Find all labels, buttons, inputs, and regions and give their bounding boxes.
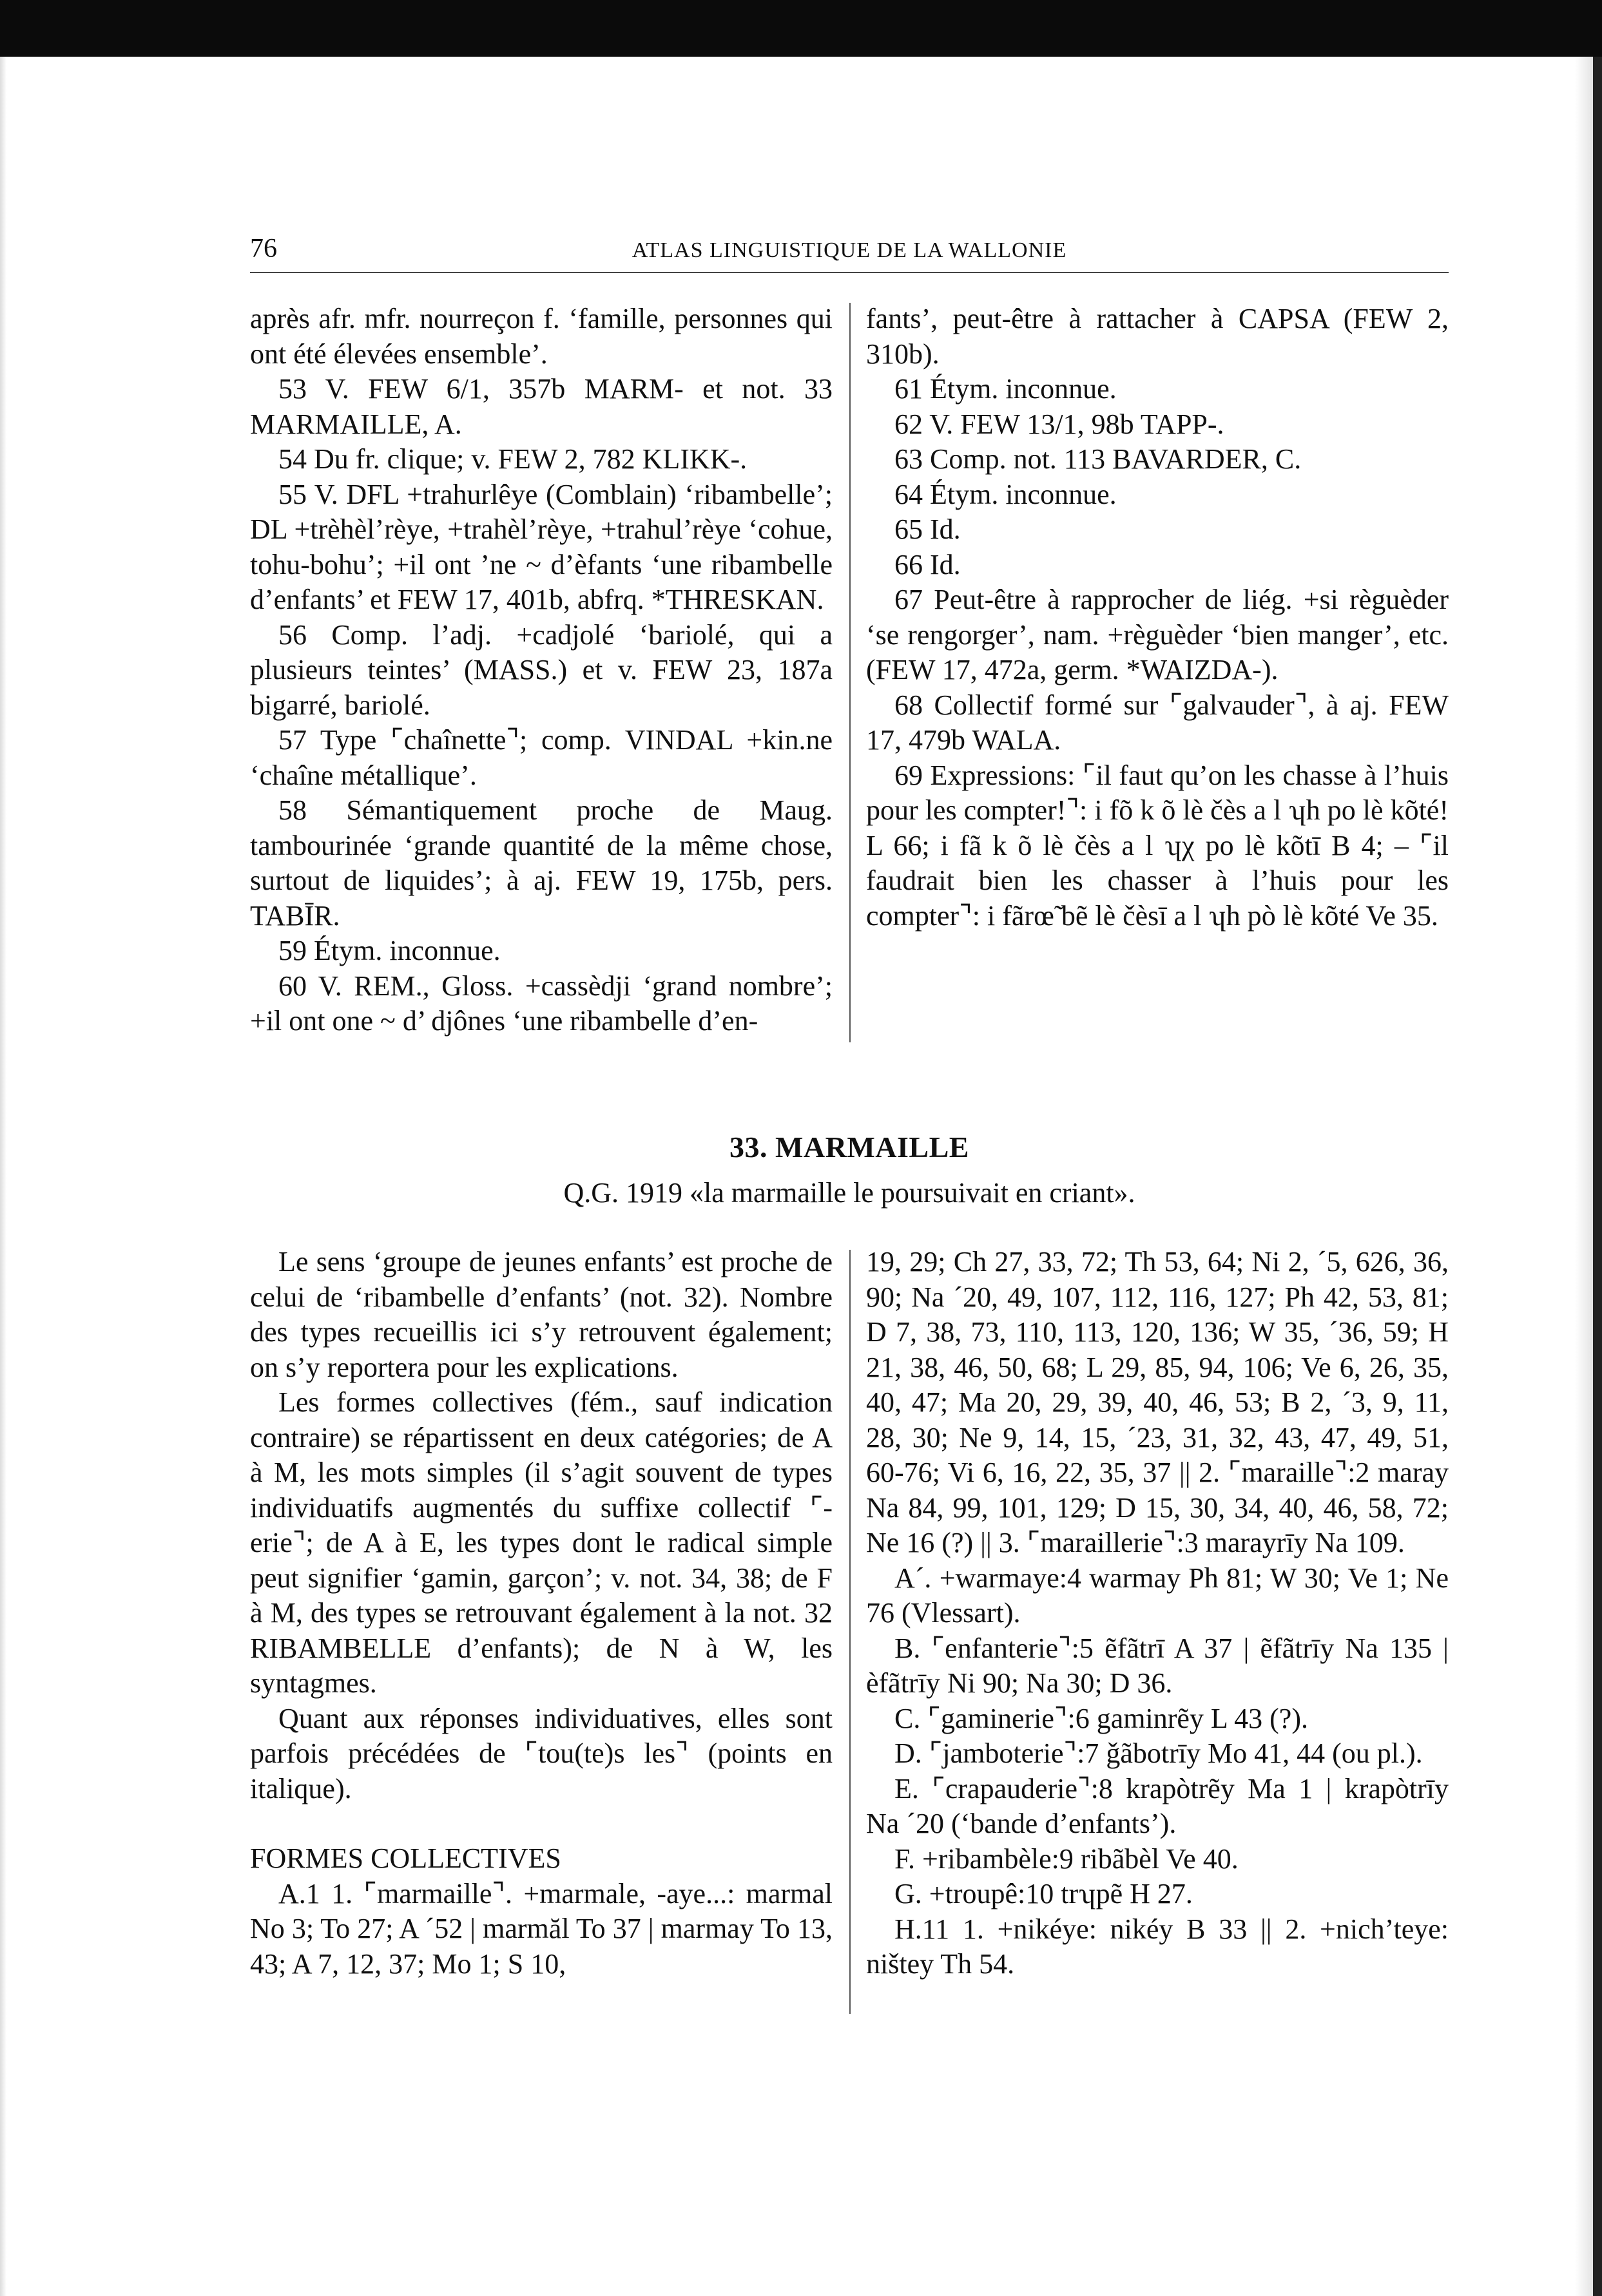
header-rule — [250, 272, 1449, 273]
body-paragraph: D. ⌜jamboterie⌝:7 ǧãbotrīy Mo 41, 44 (ou pl.). — [894, 1737, 1423, 1769]
note-61: 61 Étym. inconnue. — [894, 373, 1117, 405]
note-54: 54 Du fr. clique; v. FEW 2, 782 KLIKK-. — [278, 443, 748, 475]
body-paragraph: G. +troupê:10 trʮpẽ H 27. — [894, 1878, 1193, 1909]
body-paragraph: A.1 1. ⌜marmaille⌝. +marmale, -aye...: marmal No 3; To 27; A ´52 | marmăl To 37 | marmay To 13, 43; A 7, 12, 37; Mo 1; S 10, — [250, 1877, 833, 1980]
body-paragraph: H.11 1. +nikéye: nikéy B 33 || 2. +nich’teye: ništey Th 54. — [866, 1913, 1449, 1980]
question-line: Q.G. 1919 «la marmaille le poursuivait en criant». — [563, 1177, 1135, 1209]
scan-top-border — [0, 0, 1602, 57]
note-60: 60 V. REM., Gloss. +cassèdji ‘grand nombre’; +il ont one ~ d’ djônes ‘une ribambelle d’en- — [250, 970, 833, 1037]
note-62: 62 V. FEW 13/1, 98b TAPP-. — [894, 408, 1224, 440]
section-title: 33. MARMAILLE — [729, 1131, 969, 1163]
subsection-heading: FORMES COLLECTIVES — [250, 1842, 561, 1874]
page-number: 76 — [250, 234, 277, 263]
note-58: 58 Sémantiquement proche de Maug. tambourinée ‘grande quantité de la même chose, surtout de liquides’; à aj. FEW 19, 175b, pers. TABĪR. — [250, 794, 833, 932]
note-69: 69 Expressions: ⌜il faut qu’on les chasse à l’huis pour les compter!⌝: i fõ k õ lè čès a l ʮh po lè kõté! L 66; i fã k õ lè čès a l ʮχ po lè kõtī B 4; – ⌜il faudrait bien les chasser à l’huis pour les compter⌝: i fãrœ̃ bẽ lè čèsī a l ʮh pò lè kõté Ve 35. — [866, 759, 1449, 932]
column-divider-bottom — [849, 1250, 851, 2014]
body-paragraph: Les formes collectives (fém., sauf indication contraire) se répartissent en deux catégories; de A à M, les mots simples (il s’agit souvent de types individuatifs augmentés du suffixe collectif ⌜-erie⌝; de A à E, les types dont le radical simple peut signifier ‘gamin, garçon’; v. not. 34, 38; de F à M, des types se retrouvant également à la not. 32 RIBAMBELLE d’enfants); de N à W, les syntagmes. — [250, 1386, 833, 1699]
note-53: 53 V. FEW 6/1, 357b MARM- et not. 33 MARMAILLE, A. — [250, 373, 833, 440]
notes-column-left — [250, 301, 833, 1039]
note-65: 65 Id. — [894, 513, 961, 545]
body-column-right — [866, 1245, 1449, 1982]
body-paragraph: C. ⌜gaminerie⌝:6 gaminrẽy L 43 (?). — [894, 1702, 1308, 1734]
note-55: 55 V. DFL +trahurlêye (Comblain) ‘ribambelle’; DL +trèhèl’rèye, +trahèl’rèye, +trahul’rèye ‘cohue, tohu-bohu’; +il ont ’ne ~ d’èfants ‘une ribambelle d’enfants’ et FEW 17, 401b, abfrq. *THRESKAN. — [250, 478, 833, 615]
note-68: 68 Collectif formé sur ⌜galvauder⌝, à aj. FEW 17, 479b WALA. — [866, 689, 1449, 756]
note-59: 59 Étym. inconnue. — [278, 935, 501, 966]
body-paragraph: 19, 29; Ch 27, 33, 72; Th 53, 64; Ni 2, ´5, 626, 36, 90; Na ´20, 49, 107, 112, 116, 127; Ph 42, 53, 81; D 7, 38, 73, 110, 113, 120, 136; W 35, ´36, 59; H 21, 38, 46, 50, 68; L 29, 85, 94, 106; Ve 6, 26, 35, 40, 47; Ma 20, 29, 39, 40, 46, 53; B 2, ´3, 9, 11, 28, 30; Ne 9, 14, 15, ´23, 31, 32, 43, 47, 49, 51, 60-76; Vi 6, 16, 22, 35, 37 || 2. ⌜maraille⌝:2 maray Na 84, 99, 101, 129; D 15, 30, 34, 40, 46, 58, 72; Ne 16 (?) || 3. ⌜maraillerie⌝:3 marayrīy Na 109. — [866, 1246, 1449, 1558]
note-64: 64 Étym. inconnue. — [894, 478, 1117, 510]
column-divider-top — [849, 303, 851, 1042]
note-66: 66 Id. — [894, 548, 961, 580]
body-paragraph: B. ⌜enfanterie⌝:5 ẽfãtrī A 37 | ẽfãtrīy Na 135 | èfãtrīy Ni 90; Na 30; D 36. — [866, 1632, 1449, 1699]
scan-right-shadow — [1575, 57, 1593, 2296]
body-paragraph: A´. +warmaye:4 warmay Ph 81; W 30; Ve 1; Ne 76 (Vlessart). — [866, 1562, 1449, 1629]
body-paragraph: E. ⌜crapauderie⌝:8 krapòtrẽy Ma 1 | krapòtrīy Na ´20 (‘bande d’enfants’). — [866, 1772, 1449, 1839]
running-header — [250, 233, 1449, 272]
note-56: 56 Comp. l’adj. +cadjolé ‘bariolé, qui a plusieurs teintes’ (MASS.) et v. FEW 23, 187a bigarré, bariolé. — [250, 618, 833, 721]
notes-column-right — [866, 301, 1449, 933]
scan-right-border — [1593, 57, 1602, 2296]
note-paragraph: après afr. mfr. nourreçon f. ‘famille, personnes qui ont été élevées ensemble’. — [250, 303, 833, 370]
body-paragraph: F. +ribambèle:9 ribãbèl Ve 40. — [894, 1842, 1239, 1875]
note-paragraph: fants’, peut-être à rattacher à CAPSA (FEW 2, 310b). — [866, 303, 1449, 370]
body-column-left — [250, 1245, 833, 1982]
scan-left-shadow — [0, 57, 6, 2296]
body-paragraph: Quant aux réponses individuatives, elles sont parfois précédées de ⌜tou(te)s les⌝ (points en italique). — [250, 1702, 833, 1804]
note-57: 57 Type ⌜chaînette⌝; comp. VINDAL +kin.ne ‘chaîne métallique’. — [250, 724, 833, 791]
running-title: ATLAS LINGUISTIQUE DE LA WALLONIE — [632, 238, 1067, 262]
body-paragraph: Le sens ‘groupe de jeunes enfants’ est proche de celui de ‘ribambelle d’enfants’ (not. 32). Nombre des types recueillis ici s’y retrouvent également; on s’y reportera pour les explications. — [250, 1246, 833, 1383]
note-63: 63 Comp. not. 113 BAVARDER, C. — [894, 443, 1302, 475]
note-67: 67 Peut-être à rapprocher de liég. +si règuèder ‘se rengorger’, nam. +règuèder ‘bien manger’, etc. (FEW 17, 472a, germ. *WAIZDA-). — [866, 584, 1449, 685]
